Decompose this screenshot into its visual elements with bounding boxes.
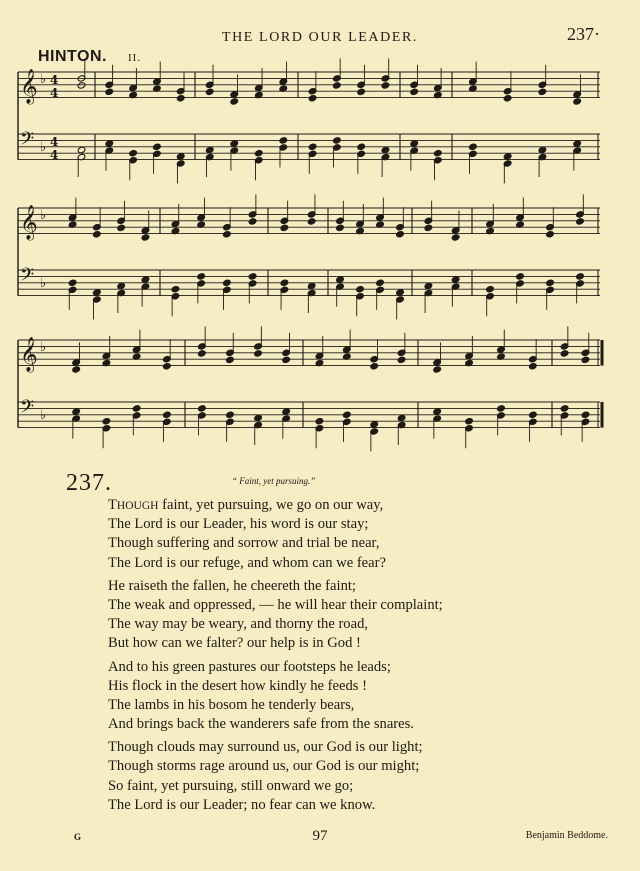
note-head	[307, 282, 316, 289]
note-head	[198, 350, 207, 357]
note-head	[280, 279, 289, 286]
verse-line: Though clouds may surround us, our God is our light;	[108, 739, 423, 756]
note-head	[93, 231, 102, 238]
time-signature-bottom: 4	[50, 86, 59, 100]
time-signature-bottom: 4	[50, 148, 59, 162]
first-word-rest: HOUGH	[116, 500, 159, 512]
note-head	[538, 88, 547, 95]
note-head	[356, 286, 365, 293]
note-head	[153, 143, 162, 150]
key-signature-flat: ♭	[40, 276, 47, 291]
note-head	[308, 95, 317, 102]
stanza	[108, 658, 443, 735]
note-head	[171, 286, 180, 293]
running-title: THE LORD OUR LEADER.	[221, 30, 419, 45]
note-head	[451, 276, 460, 283]
stanza	[108, 496, 443, 573]
note-head	[307, 218, 316, 225]
time-signature-top: 4	[50, 73, 59, 87]
note-head	[433, 408, 442, 415]
note-head	[132, 405, 141, 412]
note-head	[279, 137, 288, 144]
first-line-rest: faint, yet pursuing, we go on our way,	[158, 497, 384, 513]
verse-line: And brings back the wanderers safe from the snares.	[108, 716, 414, 733]
folio: 97	[312, 828, 328, 844]
signature-mark: G	[74, 832, 82, 842]
note-head	[451, 234, 460, 241]
note-head	[434, 150, 443, 157]
note-head	[77, 146, 86, 153]
note-head	[198, 405, 207, 412]
verse-line: His flock in the desert how kindly he feeds !	[108, 677, 367, 694]
verse-line: Though storms rage around us, our God is our might;	[108, 758, 420, 775]
note-head	[424, 282, 433, 289]
note-head	[117, 282, 126, 289]
note-head	[410, 88, 419, 95]
page-number: 237·	[567, 24, 600, 44]
verse-line: The lambs in his bosom he tenderly bears,	[108, 696, 355, 713]
note-head	[308, 143, 317, 150]
note-head	[469, 143, 478, 150]
note-head	[486, 286, 495, 293]
note-head	[357, 88, 366, 95]
hymn-text	[108, 496, 443, 819]
note-head	[254, 150, 263, 157]
note-head	[163, 411, 172, 418]
note-head	[410, 140, 419, 147]
note-head	[381, 82, 390, 89]
note-head	[573, 98, 582, 105]
note-head	[560, 405, 569, 412]
note-head	[129, 150, 138, 157]
note-head	[105, 88, 114, 95]
stanza	[108, 577, 443, 654]
bass-clef: 𝄢	[20, 265, 35, 290]
key-signature-flat: ♭	[40, 340, 47, 355]
hymn-number: 237.	[66, 470, 112, 496]
verse-line: But how can we falter? our help is in God !	[108, 635, 361, 652]
note-head	[370, 363, 379, 370]
bass-clef: 𝄢	[20, 129, 35, 154]
note-head	[282, 356, 291, 363]
note-head	[529, 363, 538, 370]
key-signature-flat: ♭	[40, 408, 47, 423]
note-head	[546, 231, 555, 238]
time-signature-top: 4	[50, 135, 59, 149]
verse-line: The weak and oppressed, — he will hear their complaint;	[108, 596, 443, 613]
key-signature-flat: ♭	[40, 140, 47, 155]
note-head	[226, 356, 235, 363]
note-head	[72, 408, 81, 415]
note-head	[117, 224, 126, 231]
note-head	[226, 411, 235, 418]
note-head	[497, 405, 506, 412]
note-head	[546, 279, 555, 286]
note-head	[336, 276, 345, 283]
note-head	[576, 218, 585, 225]
verse-line: Though suffering and sorrow and trial be near,	[108, 535, 380, 552]
note-head	[315, 418, 324, 425]
verse-line: The way may be weary, and thorny the road,	[108, 616, 369, 633]
note-head	[141, 234, 150, 241]
tune-meter: II.	[128, 52, 142, 64]
note-head	[72, 366, 81, 373]
note-head	[102, 418, 111, 425]
verse-line: He raiseth the fallen, he cheereth the faint;	[108, 577, 356, 594]
note-head	[581, 356, 590, 363]
note-head	[141, 276, 150, 283]
note-head	[538, 146, 547, 153]
drop-initial: T	[108, 497, 117, 513]
treble-clef: 𝄞	[20, 337, 38, 372]
note-head	[370, 421, 379, 428]
note-head	[397, 356, 406, 363]
note-head	[248, 218, 257, 225]
note-head	[343, 411, 352, 418]
note-head	[396, 231, 405, 238]
note-head	[205, 88, 214, 95]
note-head	[176, 153, 185, 160]
note-head	[503, 95, 512, 102]
tune-name: HINTON.	[38, 48, 107, 65]
note-head	[105, 140, 114, 147]
verse-line: The Lord is our refuge, and whom can we fear?	[108, 554, 386, 571]
note-head	[248, 273, 257, 280]
note-head	[381, 146, 390, 153]
key-signature-flat: ♭	[40, 208, 47, 223]
note-head	[230, 140, 239, 147]
stanza	[108, 738, 443, 815]
note-head	[465, 418, 474, 425]
note-head	[573, 140, 582, 147]
note-head	[433, 366, 442, 373]
note-head	[205, 146, 214, 153]
verse-line: And to his green pastures our footsteps he leads;	[108, 658, 391, 675]
note-head	[529, 411, 538, 418]
verse-line: The Lord is our Leader, his word is our stay;	[108, 516, 369, 533]
note-head	[336, 224, 345, 231]
note-head	[396, 289, 405, 296]
note-head	[424, 224, 433, 231]
note-head	[223, 279, 232, 286]
note-head	[282, 408, 291, 415]
key-signature-flat: ♭	[40, 72, 47, 87]
note-head	[223, 231, 232, 238]
hymn-subtitle: “ Faint, yet pursuing.”	[232, 476, 316, 486]
verse-line: So faint, yet pursuing, still onward we go;	[108, 777, 354, 794]
note-head	[254, 414, 263, 421]
note-head	[333, 137, 342, 144]
verse-line: The Lord is our Leader; no fear can we know.	[108, 796, 376, 813]
note-head	[163, 363, 172, 370]
note-head	[93, 289, 102, 296]
author-credit: Benjamin Beddome.	[525, 830, 608, 841]
note-head	[357, 143, 366, 150]
note-head	[516, 273, 525, 280]
note-head	[397, 414, 406, 421]
verse-line	[108, 496, 443, 515]
note-head	[576, 273, 585, 280]
note-head	[254, 350, 263, 357]
treble-clef: 𝄞	[20, 69, 38, 104]
note-head	[560, 350, 569, 357]
note-head	[230, 98, 239, 105]
treble-clef: 𝄞	[20, 205, 38, 240]
note-head	[376, 279, 385, 286]
note-head	[197, 273, 206, 280]
note-head	[280, 224, 289, 231]
bass-clef: 𝄢	[20, 397, 35, 422]
note-head	[503, 153, 512, 160]
note-head	[581, 411, 590, 418]
note-head	[176, 95, 185, 102]
note-head	[333, 82, 342, 89]
note-head	[68, 279, 77, 286]
note-head	[77, 82, 86, 89]
